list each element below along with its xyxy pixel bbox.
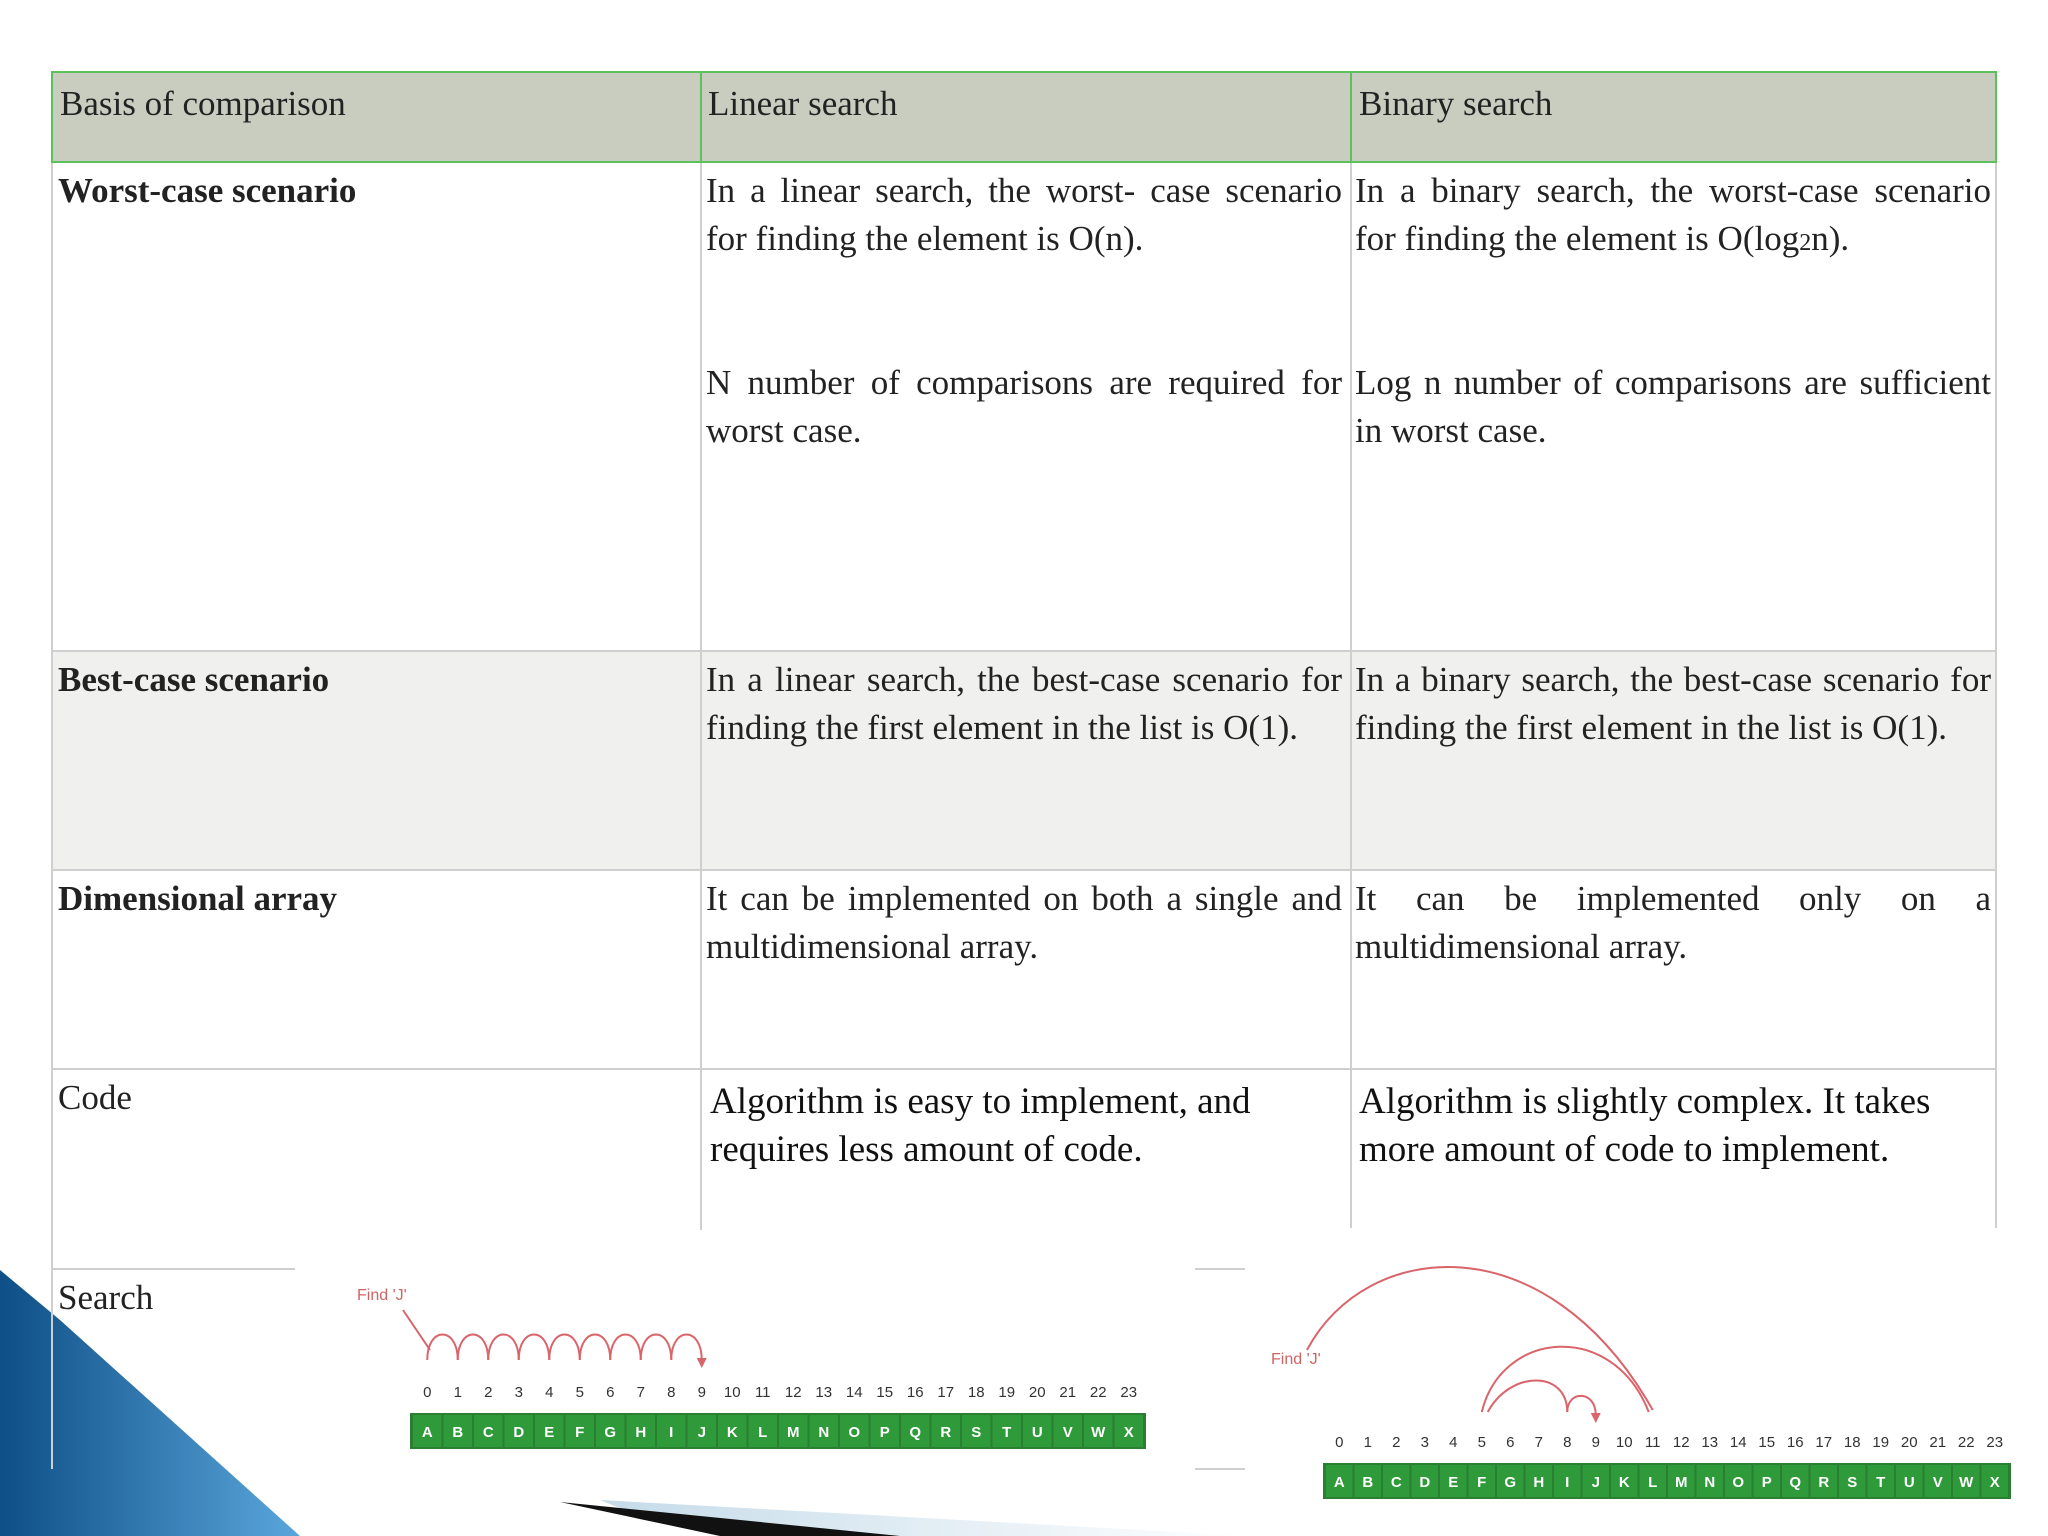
binary-index-label: 11 [1644,1434,1661,1451]
linear-hop-arc [427,1335,458,1361]
binary-index-label: 2 [1392,1434,1401,1451]
linear-index-label: 2 [484,1384,493,1401]
binary-index-label: 7 [1534,1434,1543,1451]
binary-array-letter: V [1932,1474,1943,1491]
linear-array-letter: T [1002,1424,1012,1441]
linear-array-letter: U [1031,1424,1043,1441]
linear-index-label: 13 [815,1384,833,1401]
linear-array-letter: A [421,1424,433,1441]
row-code-binary: Algorithm is slightly complex. It takes more amount of code to implement. [1359,1081,1931,1170]
header-divider [1350,71,1352,163]
linear-array-letter: D [513,1424,525,1441]
linear-index-label: 9 [697,1384,706,1401]
binary-arrow-head [1591,1413,1601,1423]
binary-array-letter: L [1648,1474,1658,1491]
linear-hop-arc [671,1335,702,1361]
binary-array-letter: T [1876,1474,1886,1491]
binary-array-letter: S [1847,1474,1858,1491]
row-best-case-basis: Best-case scenario [58,660,330,699]
linear-index-label: 11 [754,1384,771,1401]
binary-index-label: 18 [1843,1434,1861,1451]
grid-line [51,1268,295,1270]
binary-index-label: 20 [1900,1434,1918,1451]
linear-array-letter: V [1062,1424,1073,1441]
linear-hop-arcs [403,1310,707,1368]
linear-array-letter: X [1123,1424,1134,1441]
linear-hop-arc [458,1335,489,1361]
binary-index-label: 16 [1786,1434,1804,1451]
row-dimensional-basis: Dimensional array [58,879,338,918]
header-linear: Linear search [708,84,898,123]
linear-search-diagram [295,1230,1195,1500]
linear-arrow-head [697,1358,707,1368]
linear-array-letter: E [544,1424,555,1441]
row-worst-case-linear-p2: N number of comparisons are required for worst case. [706,363,1342,450]
binary-array-letter: P [1761,1474,1772,1491]
linear-index-label: 16 [906,1384,924,1401]
linear-hop-arc [610,1335,641,1361]
linear-hop-arc [641,1335,672,1361]
binary-array-letter: Q [1789,1474,1802,1491]
row-code-linear: Algorithm is easy to implement, and requires less amount of code. [710,1081,1251,1170]
linear-array-letter: R [940,1424,952,1441]
grid-line [1195,1268,1245,1270]
linear-index-label: 14 [845,1384,863,1401]
binary-index-label: 23 [1986,1434,2004,1451]
binary-array-letter: X [1989,1474,2000,1491]
linear-index-label: 5 [575,1384,584,1401]
linear-array-letter: J [697,1424,706,1441]
linear-index-label: 22 [1089,1384,1107,1401]
header-binary: Binary search [1359,84,1553,123]
binary-jump-arc [1307,1267,1653,1410]
linear-index-label: 8 [667,1384,676,1401]
row-worst-case-linear-p1: In a linear search, the worst- case scenario for finding the element is O(n). [706,171,1342,258]
binary-index-label: 15 [1758,1434,1776,1451]
linear-index-label: 3 [514,1384,523,1401]
row-search-basis: Search [58,1278,154,1317]
linear-array-letter: N [818,1424,830,1441]
linear-array-letter: G [604,1424,617,1441]
row-best-case-binary: In a binary search, the best-case scenario for finding the first element in the list is O(1). [1355,660,1991,747]
binary-array-letter: G [1504,1474,1517,1491]
row-dimensional-linear: It can be implemented on both a single and multidimensional array. [706,879,1342,966]
linear-index-label: 18 [967,1384,985,1401]
binary-index-label: 0 [1335,1434,1344,1451]
binary-array-letter: D [1419,1474,1431,1491]
binary-index-label: 22 [1957,1434,1975,1451]
linear-array-letter: L [758,1424,768,1441]
linear-index-label: 12 [784,1384,802,1401]
binary-jump-arc [1488,1381,1568,1413]
linear-index-label: 0 [423,1384,432,1401]
linear-hop-arc [519,1335,550,1361]
linear-array-letter: F [575,1424,585,1441]
binary-index-label: 19 [1872,1434,1890,1451]
linear-array-letter: W [1091,1424,1106,1441]
linear-hop-arc [403,1310,430,1350]
row-code-basis: Code [58,1078,132,1117]
binary-array-letter: I [1565,1474,1570,1491]
binary-array-letter: O [1732,1474,1745,1491]
binary-index-label: 10 [1615,1434,1633,1451]
linear-index-label: 4 [545,1384,554,1401]
binary-array-letter: C [1390,1474,1402,1491]
binary-index-label: 17 [1815,1434,1833,1451]
binary-index-label: 6 [1506,1434,1515,1451]
binary-index-label: 12 [1672,1434,1690,1451]
linear-index-label: 15 [876,1384,894,1401]
linear-array-letter: K [726,1424,738,1441]
row-best-case-linear: In a linear search, the best-case scenario for finding the first element in the list is O(1). [706,660,1342,747]
binary-array-letter: E [1448,1474,1459,1491]
linear-array-letter: H [635,1424,647,1441]
linear-hop-arc [488,1335,519,1361]
grid-line [1195,1468,1245,1470]
binary-index-label: 8 [1563,1434,1572,1451]
linear-index-label: 20 [1028,1384,1046,1401]
row-worst-case-binary-p2: Log n number of comparisons are sufficient in worst case. [1355,363,1991,450]
binary-array-letter: M [1675,1474,1688,1491]
grid-line [51,1068,1997,1070]
linear-index-label: 6 [606,1384,615,1401]
linear-find-label: Find 'J' [357,1287,407,1304]
linear-index-label: 19 [998,1384,1016,1401]
binary-array-letter: B [1362,1474,1374,1491]
binary-array-letter: N [1704,1474,1716,1491]
linear-hop-arc [549,1335,580,1361]
binary-index-label: 5 [1477,1434,1486,1451]
binary-array-letter: J [1591,1474,1600,1491]
row-dimensional-binary: It can be implemented only on a multidimensional array. [1355,879,1991,966]
binary-jump-arcs [1307,1267,1653,1423]
grid-line [51,650,1997,652]
linear-index-label: 1 [453,1384,462,1401]
binary-array-letter: H [1533,1474,1545,1491]
binary-array-letter: F [1477,1474,1487,1491]
row-worst-case-binary-p1: In a binary search, the worst-case scenario for finding the element is O(log2n). [1355,171,1991,258]
linear-index-label: 17 [937,1384,955,1401]
linear-index-label: 21 [1059,1384,1077,1401]
linear-array-letter: O [848,1424,861,1441]
binary-array-letter: W [1959,1474,1974,1491]
binary-index-label: 4 [1449,1434,1458,1451]
linear-array-letter: P [879,1424,890,1441]
grid-line [51,869,1997,871]
binary-index-label: 9 [1591,1434,1600,1451]
binary-jump-arc [1567,1396,1596,1415]
binary-array-letter: R [1818,1474,1830,1491]
binary-array-letter: K [1618,1474,1630,1491]
linear-array-letter: S [971,1424,982,1441]
binary-array-letter: A [1333,1474,1345,1491]
binary-array-letter: U [1903,1474,1915,1491]
row-worst-case-basis: Worst-case scenario [58,171,357,210]
binary-find-label: Find 'J' [1271,1351,1321,1368]
binary-index-label: 1 [1363,1434,1372,1451]
binary-index-label: 3 [1420,1434,1429,1451]
linear-array-letter: I [669,1424,674,1441]
linear-array-letter: C [482,1424,494,1441]
linear-array-letter: M [787,1424,800,1441]
binary-index-label: 21 [1929,1434,1947,1451]
binary-index-label: 13 [1701,1434,1719,1451]
header-basis: Basis of comparison [60,84,346,123]
linear-hop-arc [580,1335,611,1361]
linear-array-letter: B [452,1424,464,1441]
linear-index-label: 10 [723,1384,741,1401]
linear-index-label: 23 [1120,1384,1138,1401]
binary-search-diagram [1245,1230,2048,1536]
binary-index-label: 14 [1729,1434,1747,1451]
linear-index-label: 7 [636,1384,645,1401]
linear-array-letter: Q [909,1424,922,1441]
